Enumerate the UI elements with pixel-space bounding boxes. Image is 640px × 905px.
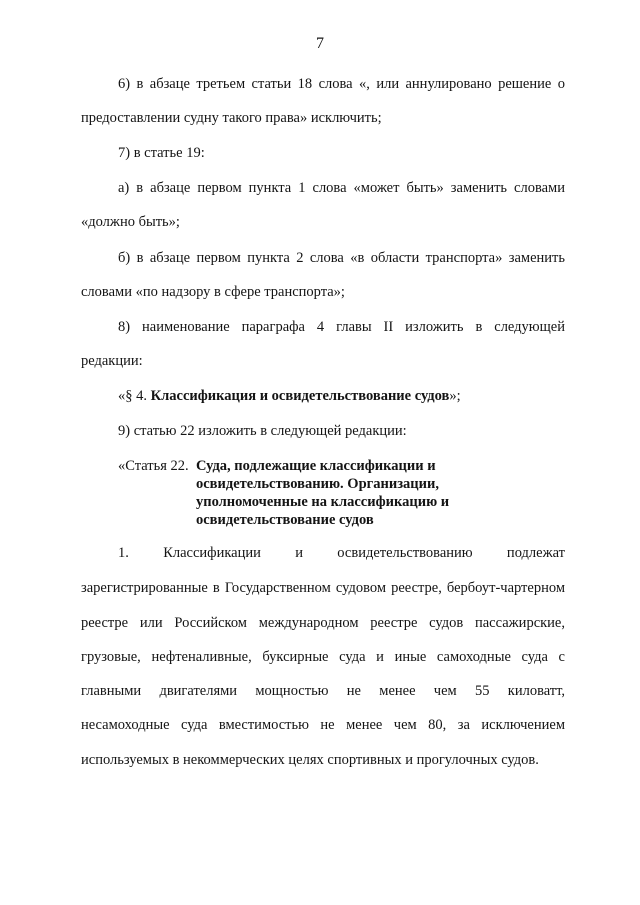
clause-1-line-5: главными двигателями мощностью не менее чем 55 киловатт, — [81, 683, 565, 699]
item-6-line-1: 6) в абзаце третьем статьи 18 слова «, или аннулировано решение о — [118, 76, 565, 92]
paragraph-heading-open: «§ 4. — [118, 388, 151, 404]
clause-1-line-1: 1. Классификации и освидетельствованию подлежат — [118, 545, 565, 561]
item-7-line: 7) в статье 19: — [118, 145, 205, 161]
item-6-line-2: предоставлении судну такого права» исключить; — [81, 110, 382, 126]
clause-1-line-6: несамоходные суда вместимостью не менее чем 80, за исключением — [81, 717, 565, 733]
clause-1-line-2: зарегистрированные в Государственном судовом реестре, бербоут-чартерном — [81, 580, 565, 596]
article-22-title-line-4: освидетельствование судов — [196, 512, 374, 528]
paragraph-heading — [118, 387, 461, 405]
item-7a-line-2: «должно быть»; — [81, 214, 180, 230]
item-7b-line-2: словами «по надзору в сфере транспорта»; — [81, 284, 345, 300]
article-22-title-line-3: уполномоченные на классификацию и — [196, 494, 450, 510]
paragraph-heading-close: »; — [449, 388, 461, 404]
item-8-line-1: 8) наименование параграфа 4 главы II изложить в следующей — [118, 319, 565, 335]
item-9-line: 9) статью 22 изложить в следующей редакции: — [118, 423, 407, 439]
clause-1-line-4: грузовые, нефтеналивные, буксирные суда и иные самоходные суда с — [81, 649, 565, 665]
article-22-title-line-1: Суда, подлежащие классификации и — [196, 458, 436, 474]
article-22-title — [196, 457, 449, 529]
clause-1-line-3: реестре или Российском международном реестре судов пассажирские, — [81, 615, 565, 631]
article-22-label: «Статья 22. — [118, 458, 189, 474]
item-7a-line-1: а) в абзаце первом пункта 1 слова «может быть» заменить словами — [118, 180, 565, 196]
paragraph-heading-title: Классификация и освидетельствование судов — [150, 388, 450, 404]
article-22-title-line-2: освидетельствованию. Организации, — [196, 476, 439, 492]
article-22-heading — [118, 457, 578, 529]
page-number: 7 — [316, 35, 324, 52]
item-8-line-2: редакции: — [81, 353, 143, 369]
item-7b-line-1: б) в абзаце первом пункта 2 слова «в области транспорта» заменить — [118, 250, 565, 266]
clause-1-line-7: используемых в некоммерческих целях спортивных и прогулочных судов. — [81, 752, 539, 768]
